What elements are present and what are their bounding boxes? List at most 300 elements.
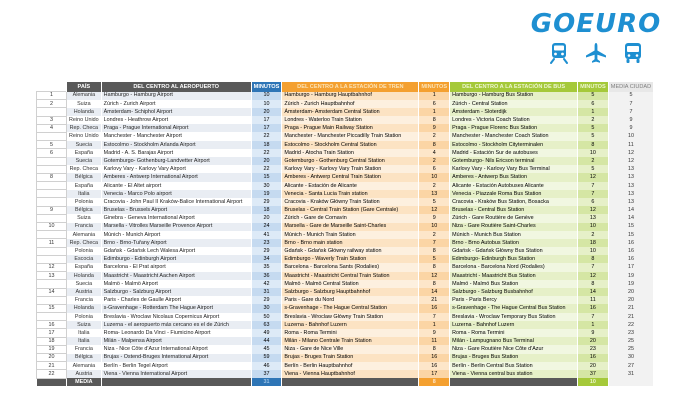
city-average-cell: 16 [608, 247, 653, 255]
airport-route-cell: Madrid - A. S. Barajas Airport [101, 149, 251, 157]
city-average-cell: 21 [608, 304, 653, 312]
bus-route-cell: Gotemburgo- Nils Ericson terminal [450, 157, 578, 165]
bus-minutes-cell: 7 [578, 182, 609, 190]
bus-route-cell: Venecia - Piazzale Roma Bus Station [450, 190, 578, 198]
country-cell: España [67, 149, 102, 157]
train-icon [548, 42, 570, 64]
table-row [37, 313, 654, 321]
train-route-cell: Hamburgo - Hamburg Hauptbahnhof [282, 92, 419, 100]
bus-minutes-cell: 37 [578, 370, 609, 378]
city-average-cell: 13 [608, 190, 653, 198]
train-minutes-cell: 9 [419, 329, 450, 337]
train-minutes-cell: 9 [419, 124, 450, 132]
country-cell: Bélgica [67, 354, 102, 362]
table-row [37, 296, 654, 304]
table-row [37, 223, 654, 231]
airport-route-cell: Londres - Heathrow Airport [101, 116, 251, 124]
airport-minutes-cell: 20 [251, 108, 282, 116]
table-body [37, 92, 654, 379]
header-blank [37, 82, 67, 92]
airport-route-cell: Manchester - Manchester Airport [101, 132, 251, 140]
row-number [37, 214, 67, 222]
bus-route-cell: Paris - Paris Bercy [450, 296, 578, 304]
train-route-cell: Roma - Roma Termini [282, 329, 419, 337]
footer-blank [450, 378, 578, 386]
table-row [37, 141, 654, 149]
row-number [37, 190, 67, 198]
bus-minutes-cell: 12 [578, 173, 609, 181]
city-average-cell: 5 [608, 92, 653, 100]
country-cell: Francia [67, 223, 102, 231]
table-row [37, 247, 654, 255]
city-average-cell: 12 [608, 149, 653, 157]
country-cell: Escocia [67, 255, 102, 263]
train-route-cell: Luzerna - Bahnhof Luzern [282, 321, 419, 329]
airport-route-cell: Venecia - Marco Polo airport [101, 190, 251, 198]
bus-minutes-cell: 2 [578, 116, 609, 124]
airport-minutes-cell: 18 [251, 141, 282, 149]
train-route-cell: Gotemburgo - Gothenburg Central Station [282, 157, 419, 165]
train-minutes-cell: 1 [419, 92, 450, 100]
bus-minutes-cell: 5 [578, 165, 609, 173]
footer-average-airport: 31 [251, 378, 282, 386]
transport-icons [512, 42, 680, 64]
airport-minutes-cell: 18 [251, 206, 282, 214]
table-row [37, 132, 654, 140]
bus-icon [622, 42, 644, 64]
city-average-cell: 23 [608, 329, 653, 337]
train-minutes-cell: 11 [419, 337, 450, 345]
airport-minutes-cell: 22 [251, 149, 282, 157]
row-number [37, 255, 67, 263]
airport-minutes-cell: 37 [251, 370, 282, 378]
city-average-cell: 17 [608, 263, 653, 271]
bus-route-cell: Breslavia - Wroclaw Temporary Bus Station [450, 313, 578, 321]
country-cell: Polonia [67, 247, 102, 255]
table-row [37, 206, 654, 214]
airport-route-cell: Múnich - Munich Airport [101, 231, 251, 239]
city-average-cell: 15 [608, 231, 653, 239]
country-cell: Italia [67, 329, 102, 337]
airport-route-cell: s-Gravenhage - Rotterdam The Hague Airport [101, 304, 251, 312]
airport-route-cell: Cracovia - John Paul II Kraków-Balice International Airport [101, 198, 251, 206]
city-average-cell: 20 [608, 288, 653, 296]
header-minutes-bus: MINUTOS [578, 82, 609, 92]
airport-route-cell: Brujas - Ostend-Bruges International Airport [101, 354, 251, 362]
bus-minutes-cell: 8 [578, 141, 609, 149]
footer-average-train: 8 [419, 378, 450, 386]
airport-route-cell: Paris - Charles de Gaulle Airport [101, 296, 251, 304]
country-cell: Italia [67, 337, 102, 345]
airport-minutes-cell: 45 [251, 345, 282, 353]
city-average-cell: 9 [608, 124, 653, 132]
airport-minutes-cell: 23 [251, 239, 282, 247]
train-route-cell: Múnich - Munich Train Station [282, 231, 419, 239]
airport-route-cell: Gdańsk - Gdańsk Lech Walesa Airport [101, 247, 251, 255]
bus-minutes-cell: 2 [578, 157, 609, 165]
row-number: 12 [37, 263, 67, 271]
train-minutes-cell: 8 [419, 345, 450, 353]
row-number: 2 [37, 100, 67, 108]
airport-route-cell: Brno - Brno-Tuřany Airport [101, 239, 251, 247]
table-row [37, 124, 654, 132]
train-minutes-cell: 1 [419, 108, 450, 116]
city-average-cell: 25 [608, 345, 653, 353]
city-average-cell: 15 [608, 223, 653, 231]
row-number [37, 280, 67, 288]
row-number: 6 [37, 149, 67, 157]
table-row [37, 255, 654, 263]
airport-route-cell: Zúrich - Zurich Airport [101, 100, 251, 108]
train-minutes-cell: 2 [419, 182, 450, 190]
airport-route-cell: Edimburgo - Edinburgh Airport [101, 255, 251, 263]
header-minutes-train: MINUTOS [419, 82, 450, 92]
bus-minutes-cell: 10 [578, 223, 609, 231]
footer-blank [101, 378, 251, 386]
city-average-cell: 13 [608, 198, 653, 206]
train-route-cell: Salzburgo - Salzburg Hauptbahnhof [282, 288, 419, 296]
bus-minutes-cell: 16 [578, 354, 609, 362]
city-average-cell: 21 [608, 313, 653, 321]
city-average-cell: 25 [608, 337, 653, 345]
bus-route-cell: Roma - Roma Termini [450, 329, 578, 337]
airport-route-cell: Estocolmo - Stockholm Arlanda Airport [101, 141, 251, 149]
train-minutes-cell: 8 [419, 141, 450, 149]
row-number [37, 231, 67, 239]
bus-minutes-cell: 9 [578, 329, 609, 337]
bus-route-cell: Edimburgo- Edinburgh Bus Station [450, 255, 578, 263]
header-bus-station: DEL CENTRO A LA ESTACIÓN DE BUS [450, 82, 578, 92]
train-minutes-cell: 12 [419, 272, 450, 280]
table-row [37, 165, 654, 173]
bus-minutes-cell: 7 [578, 313, 609, 321]
bus-minutes-cell: 1 [578, 321, 609, 329]
train-minutes-cell: 10 [419, 223, 450, 231]
city-average-cell: 16 [608, 239, 653, 247]
airport-minutes-cell: 59 [251, 354, 282, 362]
airport-route-cell: Marsella - Vitrolles Marseille Provence Airport [101, 223, 251, 231]
table-row [37, 157, 654, 165]
train-minutes-cell: 13 [419, 190, 450, 198]
airport-route-cell: Maastricht - Maastricht Aachen Airport [101, 272, 251, 280]
train-route-cell: Niza - Gare de Nice Ville [282, 345, 419, 353]
train-minutes-cell: 16 [419, 354, 450, 362]
row-number [37, 132, 67, 140]
train-minutes-cell: 12 [419, 206, 450, 214]
airport-minutes-cell: 29 [251, 247, 282, 255]
city-average-cell: 14 [608, 214, 653, 222]
table-row [37, 182, 654, 190]
city-average-cell: 10 [608, 132, 653, 140]
bus-route-cell: Madrid - Estación Sur de autobuses [450, 149, 578, 157]
train-route-cell: Barcelona - Barcelona Sants (Rodalies) [282, 263, 419, 271]
train-route-cell: Malmö - Malmö Central Station [282, 280, 419, 288]
country-cell: Francia [67, 296, 102, 304]
country-cell: Austria [67, 288, 102, 296]
table-row [37, 337, 654, 345]
bus-minutes-cell: 10 [578, 247, 609, 255]
train-minutes-cell: 7 [419, 239, 450, 247]
country-cell: Reino Unido [67, 132, 102, 140]
country-cell: Alemania [67, 362, 102, 370]
bus-minutes-cell: 20 [578, 337, 609, 345]
train-minutes-cell: 8 [419, 280, 450, 288]
country-cell: Italia [67, 190, 102, 198]
train-minutes-cell: 9 [419, 214, 450, 222]
train-minutes-cell: 5 [419, 198, 450, 206]
train-minutes-cell: 2 [419, 157, 450, 165]
train-route-cell: s-Gravenhage - The Hague Central Station [282, 304, 419, 312]
row-number: 20 [37, 354, 67, 362]
train-minutes-cell: 21 [419, 296, 450, 304]
country-cell: Holanda [67, 272, 102, 280]
train-route-cell: Cracovia - Kraków Główny Train Station [282, 198, 419, 206]
bus-route-cell: Salzburgo - Salzburg Busbahnhof [450, 288, 578, 296]
goeuro-logo: GOEURO [530, 9, 662, 39]
bus-minutes-cell: 10 [578, 149, 609, 157]
country-cell: Reino Unido [67, 116, 102, 124]
row-number: 3 [37, 116, 67, 124]
train-minutes-cell: 16 [419, 304, 450, 312]
city-average-cell: 22 [608, 321, 653, 329]
country-cell: Suiza [67, 100, 102, 108]
airport-route-cell: Karlovy Vary - Karlovy Vary Airport [101, 165, 251, 173]
table-row [37, 362, 654, 370]
bus-route-cell: Hamburgo - Hamburg Bus Station [450, 92, 578, 100]
bus-minutes-cell: 11 [578, 296, 609, 304]
row-number [37, 157, 67, 165]
row-number: 22 [37, 370, 67, 378]
city-average-cell: 19 [608, 280, 653, 288]
airport-minutes-cell: 34 [251, 255, 282, 263]
table-row [37, 280, 654, 288]
bus-route-cell: Zúrich - Gare Routière de Genève [450, 214, 578, 222]
airport-route-cell: Gotemburgo- Gothenburg-Landvetter Airport [101, 157, 251, 165]
train-minutes-cell: 8 [419, 263, 450, 271]
train-route-cell: Viena - Vienna Hauptbahnhof [282, 370, 419, 378]
airport-minutes-cell: 17 [251, 124, 282, 132]
row-number: 17 [37, 329, 67, 337]
bus-route-cell: s-Gravenhage - The Hague Central Bus Station [450, 304, 578, 312]
country-cell: Polonia [67, 313, 102, 321]
table-row [37, 173, 654, 181]
train-route-cell: Zúrich - Gare de Cornavin [282, 214, 419, 222]
country-cell: España [67, 182, 102, 190]
train-minutes-cell: 2 [419, 231, 450, 239]
airport-route-cell: Praga - Prague International Airport [101, 124, 251, 132]
row-number [37, 108, 67, 116]
table-row [37, 149, 654, 157]
train-route-cell: Alicante - Estación de Alicante [282, 182, 419, 190]
country-cell: Suecia [67, 157, 102, 165]
airport-minutes-cell: 41 [251, 231, 282, 239]
airport-minutes-cell: 35 [251, 263, 282, 271]
bus-minutes-cell: 5 [578, 92, 609, 100]
airport-minutes-cell: 63 [251, 321, 282, 329]
train-minutes-cell: 17 [419, 370, 450, 378]
city-average-cell: 11 [608, 141, 653, 149]
row-number [37, 296, 67, 304]
city-average-cell: 13 [608, 182, 653, 190]
bus-route-cell: Ámsterdam - Sloterdijk [450, 108, 578, 116]
bus-route-cell: Barcelona - Barcelona Nord (Rodalies) [450, 263, 578, 271]
airport-minutes-cell: 17 [251, 116, 282, 124]
train-route-cell: Ámsterdam- Amsterdam Central Station [282, 108, 419, 116]
bus-route-cell: Niza - Gare Routière Nice Côte d'Azur [450, 345, 578, 353]
row-number: 15 [37, 304, 67, 312]
bus-route-cell: Malmö - Malmö Bus Station [450, 280, 578, 288]
bus-route-cell: Maastricht - Maastricht Bus Station [450, 272, 578, 280]
footer-label: MEDIA [67, 378, 102, 386]
airport-minutes-cell: 30 [251, 182, 282, 190]
train-route-cell: Gdańsk - Gdańsk Główny railway station [282, 247, 419, 255]
bus-route-cell: Múnich - Munich Bus Station [450, 231, 578, 239]
airport-minutes-cell: 20 [251, 157, 282, 165]
bus-minutes-cell: 5 [578, 124, 609, 132]
country-cell: Suecia [67, 280, 102, 288]
train-route-cell: Praga - Prague Main Railway Station [282, 124, 419, 132]
bus-route-cell: Milán - Lampugnano Bus Terminal [450, 337, 578, 345]
train-route-cell: Bruselas - Central Train Station (Gare Centrale) [282, 206, 419, 214]
airport-minutes-cell: 30 [251, 304, 282, 312]
airport-route-cell: Berlín - Berlin Tegel Airport [101, 362, 251, 370]
city-average-cell: 31 [608, 370, 653, 378]
bus-minutes-cell: 2 [578, 231, 609, 239]
row-number: 8 [37, 173, 67, 181]
train-route-cell: Amberes - Antwerp Central Train Station [282, 173, 419, 181]
table-row [37, 190, 654, 198]
table-row [37, 370, 654, 378]
country-cell: Suiza [67, 321, 102, 329]
airport-route-cell: Luzerna - el aeropuerto más cercano es el de Zürich [101, 321, 251, 329]
row-number: 4 [37, 124, 67, 132]
train-route-cell: Madrid - Atocha Train Station [282, 149, 419, 157]
plane-icon [584, 42, 608, 64]
city-average-cell: 12 [608, 157, 653, 165]
table-row [37, 231, 654, 239]
train-route-cell: Milán - Milano Centrale Train Station [282, 337, 419, 345]
airport-minutes-cell: 49 [251, 329, 282, 337]
bus-route-cell: Alicante - Estación Autobuses Alicante [450, 182, 578, 190]
country-cell: Austria [67, 370, 102, 378]
airport-route-cell: Roma- Leonardo Da Vinci - Fiumicino Airport [101, 329, 251, 337]
row-number [37, 247, 67, 255]
airport-route-cell: Niza - Nice Côte d'Azur International Airport [101, 345, 251, 353]
table-row [37, 288, 654, 296]
train-minutes-cell: 10 [419, 173, 450, 181]
bus-minutes-cell: 6 [578, 100, 609, 108]
table-row [37, 263, 654, 271]
train-route-cell: Venecia - Santa Lucia Train station [282, 190, 419, 198]
airport-minutes-cell: 29 [251, 296, 282, 304]
bus-route-cell: Estocolmo - Stockholm Cityterminalen [450, 141, 578, 149]
row-number: 19 [37, 345, 67, 353]
city-average-cell: 27 [608, 362, 653, 370]
train-route-cell: Londres - Waterloo Train Station [282, 116, 419, 124]
row-number [37, 165, 67, 173]
country-cell: Bélgica [67, 206, 102, 214]
country-cell: Rep. Checa [67, 124, 102, 132]
airport-minutes-cell: 20 [251, 214, 282, 222]
row-number: 18 [37, 337, 67, 345]
airport-minutes-cell: 29 [251, 198, 282, 206]
bus-route-cell: Bruselas - Central Bus Station [450, 206, 578, 214]
header-minutes-airport: MINUTOS [251, 82, 282, 92]
table-row [37, 214, 654, 222]
bus-minutes-cell: 23 [578, 345, 609, 353]
bus-minutes-cell: 14 [578, 288, 609, 296]
city-average-cell: 7 [608, 108, 653, 116]
country-cell: Polonia [67, 198, 102, 206]
country-cell: Alemania [67, 231, 102, 239]
train-minutes-cell: 1 [419, 321, 450, 329]
train-minutes-cell: 14 [419, 288, 450, 296]
table-row [37, 321, 654, 329]
table-row [37, 92, 654, 100]
bus-route-cell: Praga - Prague Florenc Bus Station [450, 124, 578, 132]
airport-minutes-cell: 10 [251, 100, 282, 108]
train-route-cell: Breslavia - Wroclaw Główny Train Station [282, 313, 419, 321]
row-number [37, 313, 67, 321]
header-train-station: DEL CENTRO A LA ESTACIÓN DE TREN [282, 82, 419, 92]
row-number [37, 182, 67, 190]
footer-blank [282, 378, 419, 386]
country-cell: Rep. Checa [67, 239, 102, 247]
header-city-average: MEDIA CIUDAD [608, 82, 653, 92]
footer-average-bus: 10 [578, 378, 609, 386]
bus-minutes-cell: 5 [578, 132, 609, 140]
airport-route-cell: Salzburgo - Salzburg Airport [101, 288, 251, 296]
row-number: 10 [37, 223, 67, 231]
airport-route-cell: Barcelona - El Prat airport [101, 263, 251, 271]
table-row [37, 198, 654, 206]
table-row [37, 100, 654, 108]
city-average-cell: 14 [608, 206, 653, 214]
country-cell: Holanda [67, 304, 102, 312]
train-route-cell: Estocolmo - Stockholm Central Station [282, 141, 419, 149]
city-average-cell: 9 [608, 116, 653, 124]
train-route-cell: Karlovy Vary - Karlovy Vary Train Station [282, 165, 419, 173]
train-route-cell: Zúrich - Zurich Hauptbahnhof [282, 100, 419, 108]
airport-minutes-cell: 22 [251, 165, 282, 173]
airport-route-cell: Viena - Vienna International Airport [101, 370, 251, 378]
bus-minutes-cell: 13 [578, 214, 609, 222]
row-number: 11 [37, 239, 67, 247]
country-cell: Suecia [67, 141, 102, 149]
bus-route-cell: Zúrich - Central Station [450, 100, 578, 108]
city-average-cell: 13 [608, 165, 653, 173]
airport-minutes-cell: 36 [251, 272, 282, 280]
footer-blank [37, 378, 67, 386]
brand-header [512, 10, 680, 64]
country-cell: Holanda [67, 108, 102, 116]
row-number: 13 [37, 272, 67, 280]
airport-minutes-cell: 15 [251, 173, 282, 181]
city-average-cell: 7 [608, 100, 653, 108]
header-pais: PAÍS [67, 82, 102, 92]
train-route-cell: Paris - Gare du Nord [282, 296, 419, 304]
bus-minutes-cell: 1 [578, 108, 609, 116]
bus-route-cell: Londres - Victoria Coach Station [450, 116, 578, 124]
table-row [37, 354, 654, 362]
transfer-times-table [36, 82, 654, 386]
bus-minutes-cell: 12 [578, 206, 609, 214]
row-number: 5 [37, 141, 67, 149]
bus-minutes-cell: 8 [578, 255, 609, 263]
airport-minutes-cell: 50 [251, 313, 282, 321]
row-number: 9 [37, 206, 67, 214]
bus-minutes-cell: 8 [578, 280, 609, 288]
